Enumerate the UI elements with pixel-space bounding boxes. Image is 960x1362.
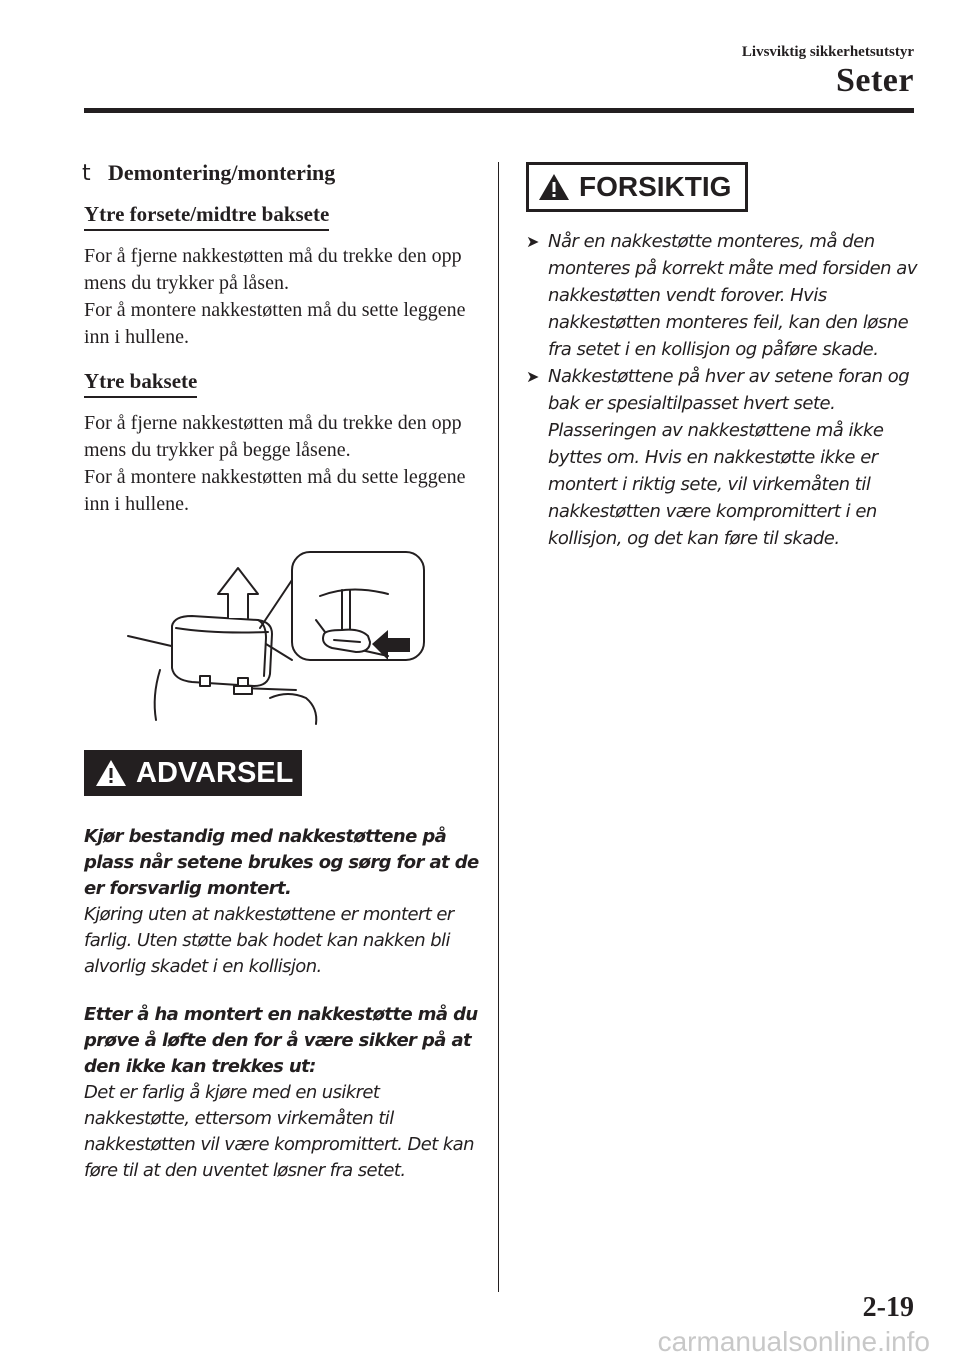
warning-body-2: Det er farlig å kjøre med en usikret nakkestøtte, ettersom virkemåten til nakkestøtten vil være kompromittert. Det kan føre til at den uventet løsner fra setet.	[84, 1082, 474, 1181]
warning-body-1: Kjøring uten at nakkestøttene er montert er farlig. Uten støtte bak hodet kan nakken bli alvorlig skadet i en kollisjon.	[84, 904, 454, 977]
warning-label: ADVARSEL	[136, 756, 294, 789]
left-column	[84, 160, 474, 532]
heading-text: Demontering/montering	[108, 160, 336, 185]
paragraph: For å fjerne nakkestøtten må du trekke den opp mens du trykker på låsen.	[84, 245, 462, 294]
subheading-rear: Ytre baksete	[84, 369, 197, 398]
paragraph: For å montere nakkestøtten må du sette leggene inn i hullene.	[84, 466, 466, 515]
caution-triangle-icon	[537, 172, 571, 202]
paragraph: For å fjerne nakkestøtten må du trekke den opp mens du trykker på begge låsene.	[84, 412, 462, 461]
bullet-marker: t	[82, 161, 91, 186]
watermark: carmanualsonline.info	[657, 1326, 930, 1357]
caution-item: ➤ Når en nakkestøtte monteres, må den monteres på korrekt måte med forsiden av nakkestøtten vendt forover. Hvis nakkestøtten monteres feil, kan den løsne fra setet i en kollisjon og påføre skade.	[526, 228, 922, 363]
caution-badge	[526, 162, 748, 212]
headrest-illustration	[120, 548, 436, 730]
caution-label: FORSIKTIG	[579, 171, 732, 202]
header-rule	[84, 108, 914, 113]
section-heading	[84, 160, 474, 186]
section-label: Livsviktig sikkerhetsutstyr	[741, 44, 914, 60]
page-number: 2-19	[862, 1292, 914, 1323]
caution-list	[526, 228, 922, 552]
arrow-bullet-icon: ➤	[526, 367, 539, 386]
page-title: Seter	[835, 62, 914, 99]
arrow-bullet-icon: ➤	[526, 232, 539, 251]
warning-bold-2: Etter å ha montert en nakkestøtte må du prøve å løfte den for å være sikker på at den ikke kan trekkes ut:	[84, 1004, 478, 1077]
paragraph: For å montere nakkestøtten må du sette leggene inn i hullene.	[84, 299, 466, 348]
warning-text	[84, 824, 480, 1184]
warning-bold-1: Kjør bestandig med nakkestøttene på plass når setene brukes og sørg for at de er forsvarlig montert.	[84, 826, 479, 899]
caution-item: ➤ Nakkestøttene på hver av setene foran og bak er spesialtilpasset hvert sete. Plasseringen av nakkestøttene må ikke byttes om. Hvis en nakkestøtte ikke er montert i riktig sete, vil virkemåten til nakkestøtten være kompromittert i en kollisjon, og det kan føre til skade.	[526, 363, 922, 552]
warning-triangle-icon	[94, 758, 128, 788]
column-divider	[498, 162, 499, 1292]
warning-badge	[84, 750, 302, 796]
subheading-front: Ytre forsete/midtre baksete	[84, 202, 329, 231]
